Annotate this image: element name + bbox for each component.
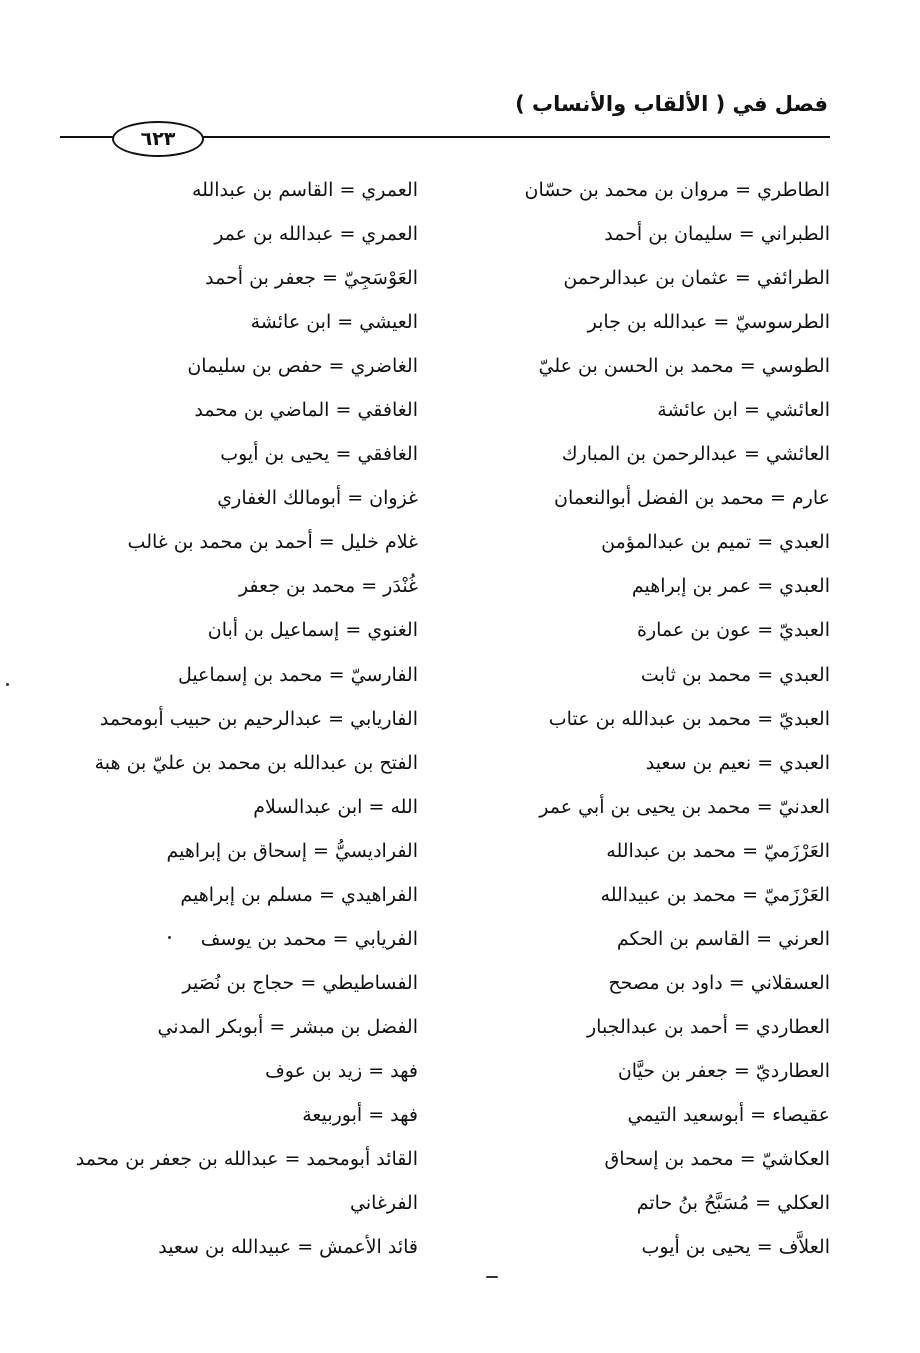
name-entry: الغنوي = إسماعيل بن أبان: [207, 619, 418, 642]
name-entry: الفساطيطي = حجاج بن نُصَير: [182, 971, 418, 994]
right-column: [470, 168, 830, 1269]
name-entry: الفاريابي = عبدالرحيم بن حبيب أبومحمد: [99, 707, 418, 730]
name-entry: الطرائفي = عثمان بن عبدالرحمن: [563, 267, 830, 290]
name-entry: العرني = القاسم بن الحكم: [616, 927, 830, 950]
name-entry: العائشي = عبدالرحمن بن المبارك: [561, 443, 830, 466]
name-entry: العكاشيّ = محمد بن إسحاق: [604, 1148, 830, 1171]
name-entry: العيشي = ابن عائشة: [250, 311, 418, 334]
name-entry: الطاطري = مروان بن محمد بن حسّان: [524, 179, 830, 201]
scan-speck: [168, 936, 171, 939]
name-entry: العطارديّ = جعفر بن حيَّان: [617, 1059, 830, 1082]
name-entry: الطبراني = سليمان بن أحمد: [604, 223, 830, 246]
name-entry: الفراهيدي = مسلم بن إبراهيم: [180, 883, 418, 906]
name-entry: غزوان = أبومالك الغفاري: [217, 487, 418, 510]
name-entry: العبديّ = محمد بن عبدالله بن عتاب: [548, 707, 830, 730]
name-entry: غُنْدَر = محمد بن جعفر: [238, 575, 418, 598]
name-entry: العبدي = نعيم بن سعيد: [645, 751, 830, 774]
chapter-title: فصل في ( الألقاب والأنساب ): [515, 92, 828, 116]
name-entry: الطرسوسيّ = عبدالله بن جابر: [587, 311, 830, 334]
name-entry: الله = ابن عبدالسلام: [253, 795, 418, 818]
name-entry: الفريابي = محمد بن يوسف: [200, 927, 418, 950]
name-entry: العبديّ = عون بن عمارة: [637, 619, 830, 642]
name-entry: عقيصاء = أبوسعيد التيمي: [627, 1103, 830, 1126]
name-entry: الفضل بن مبشر = أبوبكر المدني: [157, 1015, 418, 1038]
name-entry: العبدي = محمد بن ثابت: [640, 663, 830, 686]
name-entry: العبدي = عمر بن إبراهيم: [631, 575, 830, 598]
name-entry: العبدي = تميم بن عبدالمؤمن: [601, 531, 830, 554]
name-entry: الفراديسيُّ = إسحاق بن إبراهيم: [166, 839, 418, 862]
name-entry: العكلي = مُسَبَّحُ بنُ حاتم: [636, 1192, 830, 1215]
name-entry: العسقلاني = داود بن مصحح: [608, 971, 830, 994]
left-column: [46, 168, 418, 1269]
name-entry: العطاردي = أحمد بن عبدالجبار: [586, 1015, 830, 1038]
name-entry: القائد أبومحمد = عبدالله بن جعفر بن محمد: [75, 1148, 418, 1171]
name-entry: العَوْسَجِيّ = جعفر بن أحمد: [205, 267, 418, 290]
name-entry: الغاضري = حفص بن سليمان: [187, 355, 418, 378]
name-entry: الطوسي = محمد بن الحسن بن عليّ: [538, 355, 830, 378]
name-entry: قائد الأعمش = عبيدالله بن سعيد: [158, 1236, 418, 1259]
name-entry: العمري = عبدالله بن عمر: [214, 223, 418, 246]
scan-speck: [486, 1276, 498, 1278]
name-entry: فهد = زيد بن عوف: [265, 1059, 418, 1082]
name-entry: العَرْزَميّ = محمد بن عبدالله: [606, 839, 830, 862]
name-entry: العائشي = ابن عائشة: [657, 399, 830, 422]
scan-speck: [6, 683, 9, 686]
name-entry: الفرغاني: [349, 1192, 418, 1215]
name-entry: العَرْزَميّ = محمد بن عبيدالله: [600, 883, 830, 906]
name-entry: العمري = القاسم بن عبدالله: [191, 179, 418, 201]
name-entry: الغافقي = يحيى بن أيوب: [220, 443, 418, 466]
name-entry: غلام خليل = أحمد بن محمد بن غالب: [127, 531, 418, 554]
name-entry: الغافقي = الماضي بن محمد: [194, 399, 418, 422]
name-entry: فهد = أبوربيعة: [302, 1103, 418, 1126]
name-entry: الفتح بن عبدالله بن محمد بن عليّ بن هبة: [94, 751, 418, 774]
name-entry: العدنيّ = محمد بن يحيى بن أبي عمر: [539, 795, 830, 818]
name-entry: عارم = محمد بن الفضل أبوالنعمان: [554, 487, 830, 510]
page-number: ٦٢٣: [112, 121, 204, 157]
name-entry: العلاَّف = يحيى بن أيوب: [641, 1236, 830, 1259]
name-entry: الفارسيّ = محمد بن إسماعيل: [177, 663, 418, 686]
